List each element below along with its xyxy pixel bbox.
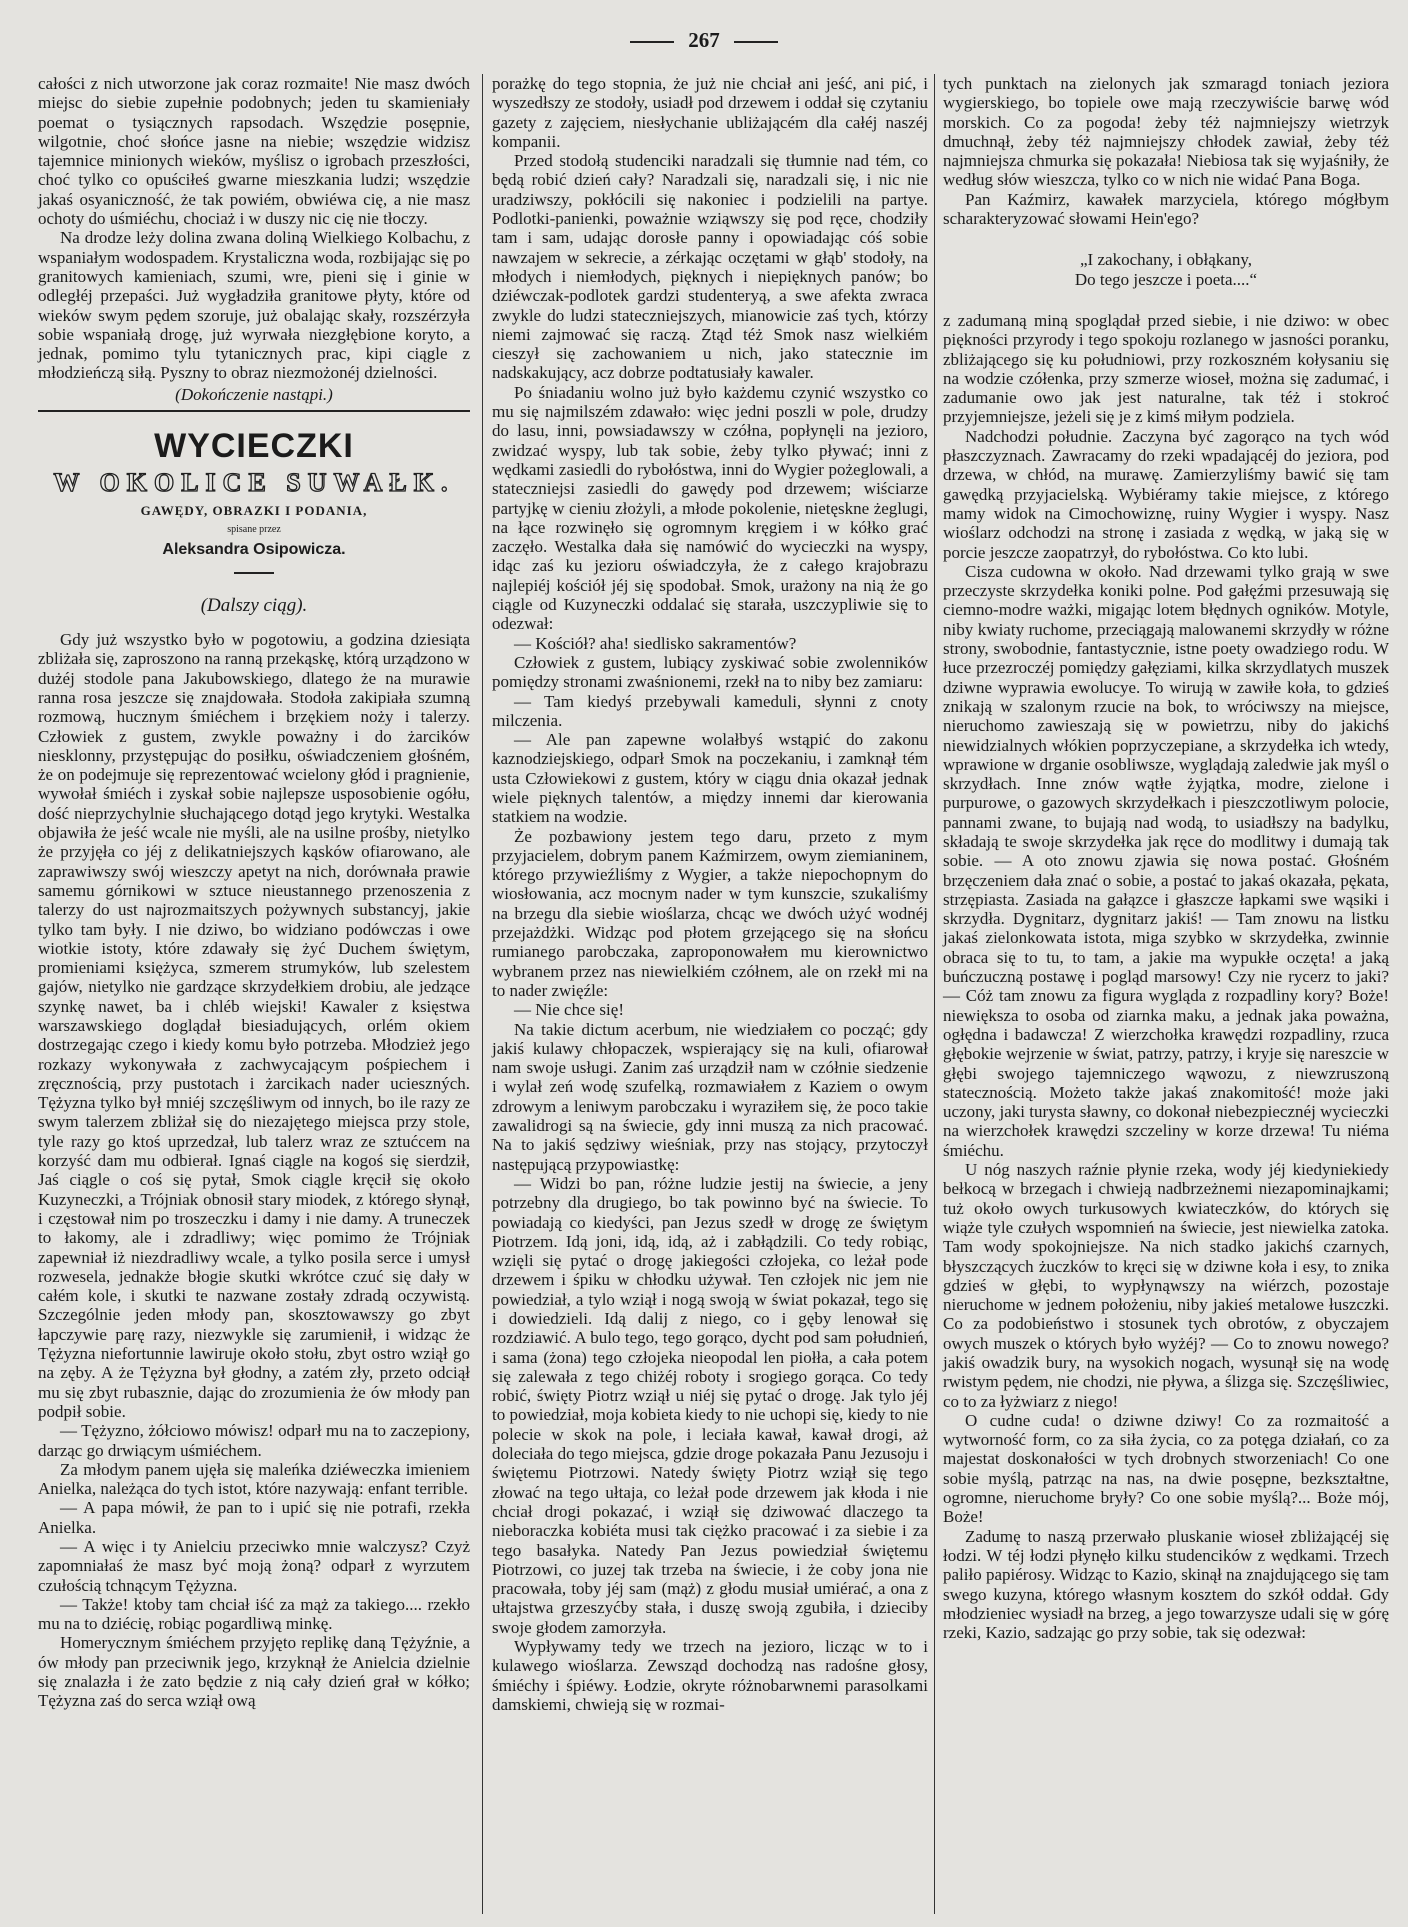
paragraph: — A papa mówił, że pan to i upić się nie potrafi, rzekła Anielka. [38,1498,470,1537]
column-2 [492,74,928,1714]
article-heading [38,426,470,620]
divider [234,572,274,574]
paragraph: Pan Kaźmirz, kawałek marzyciela, którego mógłbym scharakteryzować słowami Hein'ego? [943,189,1389,229]
paragraph: Zadumę to naszą przerwało pluskanie wioseł zbliżającéj się łodzi. W téj łodzi płynęło kilku studencików z wędkami. Trzech paliło papiérosy. Widząc to Kazio, skinął na znajdującego się tam swego kuzyna, którego własnym kosztem do szkół oddał. Gdy młodzieniec wysiadł na brzeg, a jego towarzysze udali się w górę rzeki, Kazio, sadzając go przy sobie, tak się odezwał: [943,1526,1389,1643]
column-divider [934,74,935,1914]
article-body [943,74,1389,228]
page-number [0,28,1408,53]
paragraph: — Tężyzno, żółciowo mówisz! odparł mu na to zaczepiony, darząc go drwiącym uśmiéchem. [38,1421,470,1460]
column-1 [38,74,470,1711]
paragraph: Po śniadaniu wolno już było każdemu czynić wszystko co mu się najmilszém zdawało: więc jedni poszli w pole, drudzy do lasu, inni, powsiadawszy w czółna, popłynęli na jezioro, zwidzać wyspy, lub tak sobie, żeby tylko pływać; inni z wędkami zasiedli do rybołóstwa, inni do Wygier pożeglowali, a stateczniejsi zasiedli do gawędy pod drzewem; wiściarze partyjkę w cieniu złożyli, a młode pokolenie, nietęskne żeglugi, na łące rozwinęło się ogromnym kręgiem i w kółko grać zaczęło. Westalka dała się namówić do wycieczki na wyspy, idąc zaś ku jezioru oświadczyła, że z całego krajobrazu najlepiéj kościół jéj się spodobał. Smok, urażony na nią że go ciągle od Kuzyneczki oddalać się starała, uszczypliwie się to odezwał: [492,382,928,634]
byline-prefix: spisane przez [227,524,281,536]
paragraph: Wypływamy tedy we trzech na jezioro, licząc w to i kulawego wioślarza. Zewsząd dochodzą nas radośne głosy, śmiéchy i śpiéwy. Łodzie, okryte różnobarwnemi parasolkami damskiemi, chwieją się w rozmai- [492,1637,928,1714]
article-separator [38,410,470,412]
article-genre: GAWĘDY, OBRAZKI I PODANIA, [140,503,368,519]
paragraph: — Także! ktoby tam chciał iść za mąż za takiego.... rzekło mu na to dziécię, robiąc pogardliwą minkę. [38,1594,470,1634]
column-divider [482,74,483,1914]
paragraph: Na takie dictum acerbum, nie wiedziałem co począć; gdy jakiś kulawy chłopaczek, wspierający się na kuli, ofiarował nam swoje usługi. Zanim zaś urządził nam w czółnie siedzenie i wylał zeń wodę szufelką, rozmawiałem z Kaziem o owym zdrowym a leniwym parobczaku i wyraziłem się, że poco takie zawalidrogi są na świecie, gdy inni muszą za nich pracować. Na to jakiś sędziwy wieśniak, przy nas stojący, przytoczył następującą przypowiastkę: [492,1019,928,1174]
article-title: WYCIECZKI [154,427,354,466]
verse-line: Do tego jeszcze i poeta....“ [1074,269,1258,289]
article-body [492,74,928,1714]
paragraph: Homerycznym śmiéchem przyjęto replikę daną Tężyźnie, a ów młody pan przeciwnik jego, krzyknął że Anielcia dzielnie się znalazła i że zato będzie z nią cały dzień grał w kółko; Tężyzna zaś do serca wziął ową [38,1633,470,1711]
column-3 [943,74,1389,1642]
paragraph: — A więc i ty Anielciu przeciwko mnie walczysz? Czyż zapomniałaś że masz być moją żoną? odparł z wyrzutem czułością tchnącym Tężyzna. [38,1537,470,1595]
paragraph: całości z nich utworzone jak coraz rozmaite! Nie masz dwóch miejsc do siebie zupełnie podobnych; jeden tu skamieniały poemat o tysiącznych rapsodach. Wszędzie posępnie, wilgotnie, choć słońce jasne na niebie; wszędzie widzisz tajemnice minionych wieków, myślisz o igrobach przeszłości, choć tylko co opuściłeś gwarne mieszkania ludzi; wszędzie jakaś osyaniczność, że tak powiém, obwiéwa cię, a nie masz ochoty do uśmiéchu, chociaż i w duszy nic cię nie tłoczy. [38,74,470,229]
page-number-text: 267 [688,28,720,52]
continued-label: (Dalszy ciąg). [200,595,308,617]
article-author: Aleksandra Osipowicza. [162,541,346,559]
paragraph: — Ale pan zapewne wolałbyś wstąpić do zakonu kaznodziejskiego, odparł Smok na poczekaniu, i zamknął tém usta Człowiekowi z gustem, który w ciągu dnia okazał jednak wiele pięknych talentów, a między innemi dar kierowania statkiem na wodzie. [492,730,928,827]
divider [734,41,778,43]
paragraph: Na drodze leży dolina zwana doliną Wielkiego Kolbachu, z wspaniałym wodospadem. Krystaliczna woda, rozbijając się po granitowych kamieniach, szumi, wre, pieni się i ginie w odległéj przepaści. Już wygładziła granitowe płyty, które od wieków swym pędem szoruje, już obalając skały, rozszérzyła sobie wspaniałą drogę, już wyrwała niezgłębione koryto, a jednak, pomimo tylu tytanicznych prac, kipi ciągle z młodzieńczą siłą. Pyszny to obraz niezmożonéj dzielności. [38,228,470,383]
paragraph: Człowiek z gustem, lubiący zyskiwać sobie zwolenników pomiędzy stronami zwaśnionemi, rzekł na to niby bez zamiaru: [492,652,928,692]
article-body [943,311,1389,1642]
verse-line: „I zakochany, i obłąkany, [1080,250,1252,270]
paragraph: — Widzi bo pan, różne ludzie jestij na świecie, a jeny potrzebny dla drugiego, bo tak powinno być na świecie. To powiadają co kiedyści, pan Jezus szedł w drogę ze świętym Piotrzem. Idą joni, idą, idą, aż i zabłądzili. Co tedy robiąc, wzięli się pytać o drogę jakiegości człojeka, co leżał pode drzewem i śpiku w chłodku używał. Ten człojek nic jem nie powiedział, a tylo wziął i nogą swoją w świat pokazał, tego się i dowiedzieli. Idą dalij z niego, co i gęby lenował się rozdziawić. A bulo tego, tego gorąco, dycht pod sam południeń, i sama (żona) tego człojeka nieopodal len piołła, a cała potem się zalewała z tego chiżéj roboty i srogiego gorąca. Co tedy robić, święty Piotrz wziął u niéj się pytać o drogę. Jak tylo jéj to powiedział, moja kobieta kiedy to nie uchopi się, kiedy to nie polecie w skok na pole, i leciała kawał, kawał drogi, aż doleciała do tego miejsca, gdzie droge pokazała Panu Jezusoju i świętemu Piotrzowi. Natedy święty Piotrz wziął się tego złować na tego ułtaja, co leżał pode drzewem jak kłoda i nie chciał drogi pokazać, i wziął się dziwować dlaczego ta nieboraczka kobiéta musi tak ciężko pracować i za siebie i za tego basałyka. Natedy Pan Jezus powiedział świętemu Piotrzowi, co juzej tak trzeba na świecie, i że coby jona nie pracowała, toby jéj sam (mąż) z głodu musiał umiérać, a ona z ułtajstwa grzeszyćby stała, i duszę swoją zgubiła, i dzieciby swoje głodem zamorzyła. [492,1173,928,1637]
paragraph: Gdy już wszystko było w pogotowiu, a godzina dziesiąta zbliżała się, zaproszono na ranną przekąskę, którą urządzono w dużéj stodole pana Jakubowskiego, dlatego że na murawie ranna rosa jeszcze się znajdowała. Stodoła zakipiała szumną rozmową, hucznym śmiéchem i brzękiem noży i talerzy. Człowiek z gustem, zwykle poważny i do żarcików niesklonny, przystępując do posiłku, oświadczeniem głośném, że on podejmuje się reprezentować wcielony głód i pragnienie, wywołał śmiéch i zyskał sobie najlepsze usposobienie ogółu, dość nieprzychylnie słuchającego dotąd jego krytyki. Westalka objawiła że jeść wcale nie myśli, ale na usilne prośby, nietylko że przyjęła co jéj z delikatniejszych kąsków ofiarowano, ale zaprawiwszy swój wieszczy apetyt na nich, dorównała prawie samemu górnikowi w sztuce nieustannego przenoszenia z talerzy do ust najrozmaitszych pożywnych substancyj, jakie tylko tam były. I nie dziwo, bo widziano podówczas i owe wiotkie istoty, które zdawały się żyć Duchem świętym, promieniami księżyca, szmerem strumyków, lub szelestem gajów, nietylko nie gardzące skrzydełkiem drobiu, ale jedzące szynkę nawet, ba i chléb wiejski! Kawaler z księstwa warszawskiego doglądał biesiadujących, orlém okiem dostrzegając czego i kiedy komu było potrzeba. Młodzież jego rozkazy wykonywała z zachwycającym pośpiechem i zręcznością, przy pustotach i żarcikach nader ucieszných. Tężyzna tylko był mniéj szczęśliwym od innych, bo ile razy ze swym talerzem zbliżał się do niezajętego miejsca przy stole, tyle razy go ktoś uprzedzał, lub talerz wraz ze sztućcem na korzyść dam mu odbierał. Ignaś ciągle na kogoś się sierdził, Jaś ciągle o coś się pytał, Smok ciągle kręcił się około Kuzyneczki, a Trójniak obnosił stary miodek, z którego słynął, i częstował nim po troszeczku i damy i nie damy. A truneczek to łakomy, ale i zdradliwy; więc pomimo że Trójniak zapewniał iż niezdradliwy wcale, a tylko posila serce i umysł rozwesela, jednakże błogie skutki wkrótce czuć się dały w całém kole, i skutki te nazwane zostały zdradą oczywistą. Szczególnie jeden młody pan, skosztowawszy go zbyt łapczywie parę razy, niezwykle się zarumienił, i widząc że Tężyzna niefortunnie lawiruje około stołu, zbyt ostro wziął go na zęby. A że Tężyzna był głodny, a zatém zły, przeto odciął mu się zbyt rubasznie, dając do zrozumienia że ów młody pan podpił sobie. [38,630,470,1421]
paragraph: Cisza cudowna w około. Nad drzewami tylko grają w swe przeczyste skrzydełka koniki polne. Pod gałęźmi przesuwają się ciemno-modre ważki, migając lotem błędnych ogników. Motyle, niby kwiaty ruchome, przeciągają malowanemi skrzydły w różne strony, swobodnie, fantastycznie, istne poety owadziego rodu. W łuce przezroczéj pomiędzy gałęziami, kilka skrzydlatych muszek dziwne wyprawia ewolucye. To wirują w zawiłe koła, to gdzieś znikają w szalonym rzucie na bok, to wróciwszy na miejsce, nieruchomo zawieszają się w powietrzu, niby do jakichś niewidzialnych włókien poprzyczepiane, a skrzydełka ich wtedy, wprawione w drganie osobliwsze, wyglądają zaledwie jak myśl o skrzydłach. Inne znów wątłe żyjątka, modre, zielone i purpurowe, o gazowych skrzydełkach i pieszczotliwym polocie, pannami zwane, to bujają nad wodą, to usiadłszy na badylku, składają te swoje skrzydełka jak ręce do modlitwy i dumają tak sobie. — A oto znowu zjawia się nowa postać. Głośném brzęczeniem dała znać o sobie, a postać to jakaś okazała, pękata, strzępiasta. Zasiada na gałązce i głaszcze łapkami swe wąsiki i skrzydła. Dygnitarz, dygnitarz jakiś! — Tam znowu na listku jakaś zielonkowata istota, miga szybko w skrzydełka, zwinnie obraca się to tu, to tam, a jakie ma wypukłe oczęta! a jaką buńczuczną postawę i pogląd marsowy! Czy nie rycerz to jaki? — Cóż tam znowu za figura wygląda z rozpadliny kory? Boże! niewiększa to osoba od ziarnka maku, a jednak jaka poważna, ogłędna i badawcza! Z wierzchołka krawędzi rozpadliny, rzuca głębokie wejrzenie w świat, patrzy, patrzy, i kryje się nareszcie w głębi swojego tajemniczego wąwozu, z niewzruszoną statecznością. Możeto także jakaś znakomitość! może jaki uczony, jaki turysta sławny, co dokonał niebezpiecznéj wycieczki na wierzchołek krawędzi szczeliny w korze drzewa! Tu niéma śmiéchu. [943,561,1389,1160]
paragraph: Za młodym panem ujęła się maleńka dziéweczka imieniem Anielka, należąca do tych istot, które nazywają: enfant terrible. [38,1459,470,1499]
divider [630,41,674,43]
paragraph: U nóg naszych raźnie płynie rzeka, wody jéj kiedyniekiedy bełkocą w brzegach i chwieją nadbrzeżnemi niezapominajkami; tuż około owych turkusowych kwiateczków, do których się wiąże tyle czułych wspomnień na świecie, jest niewielka zatoka. Tam wody spokojniejsze. Na nich stadko jakichś czarnych, błyszczących żuczków to kręci się w dziwne koła i esy, to znika gdzieś w głębi, to wypłynąwszy na wiérzch, pozostaje nieruchome w jednem położeniu, niby jakieś metalowe łuszczki. Co za podobieństwo i stosunek tych obrotów, z obyczajem owych muszek o których było wyżéj? — Co to znowu nowego? jakiś owadzik bury, na wysokich nogach, wysunął się na wodę rwistym pędem, nie chodzi, nie pływa, a ślizga się. Szczęśliwiec, co to za łyżwiarz z niego! [943,1160,1389,1411]
paragraph: porażkę do tego stopnia, że już nie chciał ani jeść, ani pić, i wyszedłszy ze stodoły, usiadł pod drzewem i oddał się czytaniu gazety z zajęciem, niesłychanie ubliżającém dla całéj naszéj kompanii. [492,74,928,151]
paragraph: tych punktach na zielonych jak szmaragd toniach jeziora wygierskiego, bo topiele owe mają rzeczywiście barwę wód morskich. Co za pogoda! żeby téż najmniejszy wietrzyk dmuchnął, żeby téż najmniejszy chłodek zawiał, żeby téż najmniejsza chmurka się pokazała! Niebiosa tak się wyjaśniły, że według słów wieszcza, tylko co w nich nie widać Pana Boga. [943,74,1389,190]
paragraph: — Kościół? aha! siedlisko sakramentów? [514,633,797,653]
paragraph: Przed stodołą studenciki naradzali się tłumnie nad tém, co będą robić dzień cały? Naradzali się, naradzali się, i nic nie uradziwszy, pokłócili się nakoniec i podzielili na partye. Podlotki-panienki, poważnie wziąwszy się pod ręce, chodziły tam i sam, udając dorosłe panny i opowiadając cóś sobie nawzajem w sekrecie, a zérkając oczętami w głąb' stodoły, na młodych i niemłodych, pięknych i niepięknych panów; bo dziéwczak-podlotek gardzi studenteryą, a swe afekta zwraca zwykle do ludzi stateczniejszych, mianowicie zaś tych, którzy niemi zajmować się raczą. Ztąd téż Smok nasz wielkiém cieszył się zachowaniem u nich, jako statecznie im nadskakujący, acz dobrze podtatusiały kawaler. [492,151,928,383]
verse-quote [943,250,1389,289]
paragraph: Że pozbawiony jestem tego daru, przeto z mym przyjacielem, dobrym panem Kaźmirzem, owym ziemianinem, którego przywieźliśmy z Wygier, a także niepochopnym do wiosłowania, acz mocnym nader w tym kunszcie, szukaliśmy na brzegu dla siebie wioślarza, chcąc we dwóch użyć wodnéj przejażdżki. Widząc pod płotem grzejącego się na słońcu rumianego parobczaka, zaproponowałem mu kierownictwo wybranem przez nas niewielkiém czółnem, ale on rzekł mi na to nader zwięźle: [492,826,928,1000]
article-subtitle: W OKOLICE SUWAŁK. [53,468,455,498]
paragraph: Nadchodzi południe. Zaczyna być zagorąco na tych wód płaszczyznach. Zawracamy do rzeki wpadającéj do jeziora, pod drzewa, w chłód, na murawę. Zamierzyliśmy bawić się tam gawędką przyjacielską. Wybiéramy takie miejsce, z którego mamy widok na Cimochowiznę, ruiny Wygier i wyspy. Nasz wioślarz odchodzi na stronę i zasiada z wędką, w jaką się w porcie jeszcze zaopatrzył, do rybołóstwa. Co kto lubi. [943,426,1389,562]
paragraph: z zadumaną miną spoglądał przed siebie, i nie dziwo: w obec piękności przyrody i tego spokoju rozlanego w jasności poranku, zbliżającego się ku południowi, przy rozkoszném kołysaniu się na wodzie czółenka, przy szmerze wioseł, można się zadumać, i zadumanie owo jak jest naturalne, tak téż i stokroć przyjemniejsze, jeżeli się je z kimś miłym podziela. [943,310,1389,427]
article-body [38,630,470,1711]
previous-article-ending [38,74,470,383]
paragraph: — Nie chce się! [514,1000,624,1020]
continuation-note: (Dokończenie nastąpi.) [175,384,333,404]
paragraph: O cudne cuda! o dziwne dziwy! Co za rozmaitość a wytworność form, co za siła życia, co za potęga działań, co za majestat doskonałości w tych drobnych stworzeniach! Co one sobie myślą, patrząc na nas, na dwie posępne, bezkształtne, ogromne, nieruchome bryły? Co one sobie myślą?... Boże mój, Boże! [943,1410,1389,1527]
paragraph: — Tam kiedyś przebywali kameduli, słynni z cnoty milczenia. [492,691,928,730]
